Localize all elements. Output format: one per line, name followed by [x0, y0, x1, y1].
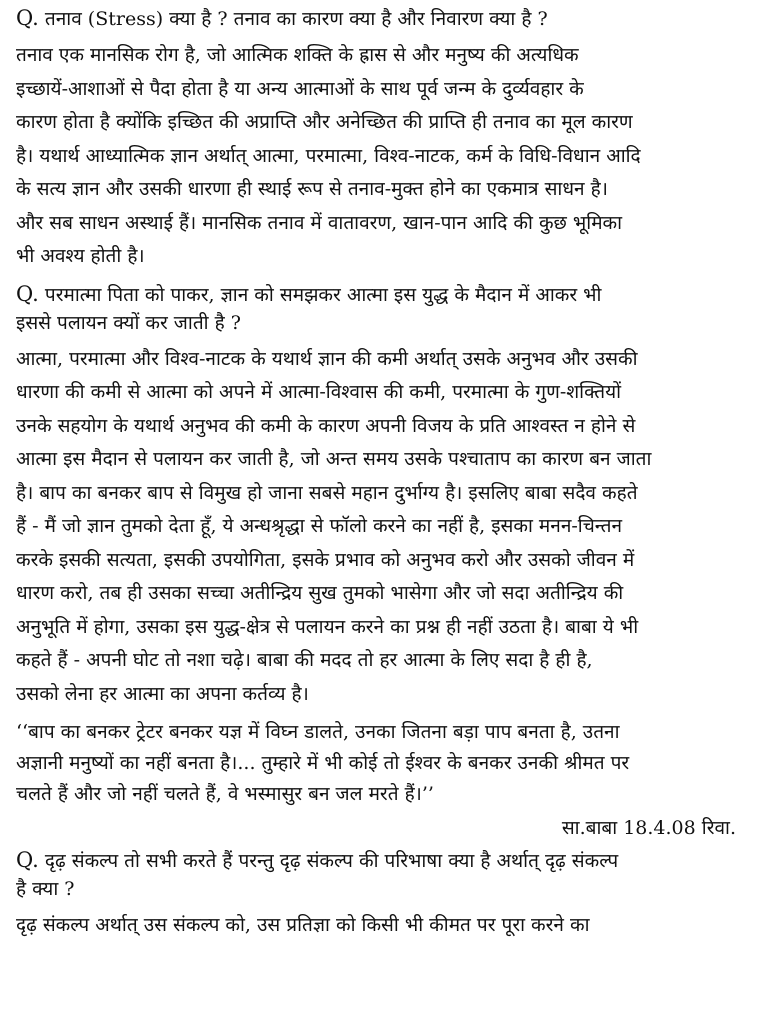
document-page: [16, 4, 736, 949]
question-text: तनाव (Stress) क्या है ? तनाव का कारण क्या है और निवारण क्या है ?: [44, 8, 548, 30]
answer-line: भी अवश्य होती है।: [16, 245, 145, 267]
answer-line: करके इसकी सत्यता, इसकी उपयोगिता, इसके प्रभाव को अनुभव करो और उसको जीवन में: [16, 548, 635, 571]
question-2: [16, 280, 736, 337]
answer-line: आत्मा, परमात्मा और विश्व-नाटक के यथार्थ ज्ञान की कमी अर्थात् उसके अनुभव और उसकी: [16, 347, 638, 370]
quote-line: अज्ञानी मनुष्यों का नहीं बनता है।... तुम्हारे में भी कोई तो ईश्वर के बनकर उनकी श्रीमत पर: [16, 752, 630, 774]
answer-line: कहते हैं - अपनी घोट तो नशा चढ़े। बाबा की मदद तो हर आत्मा के लिए सदा है ही है,: [16, 649, 593, 671]
answer-line: धारणा की कमी से आत्मा को अपने में आत्मा-विश्वास की कमी, परमात्मा के गुण-शक्तियों: [16, 381, 622, 403]
question-marker: Q.: [16, 281, 39, 306]
quote-line: चलते हैं और जो नहीं चलते हैं, वे भस्मासुर बन जल मरते हैं।’’: [16, 783, 434, 805]
answer-line: इच्छायें-आशाओं से पैदा होता है या अन्य आत्माओं के साथ पूर्व जन्म के दुर्व्यवहार के: [16, 77, 584, 100]
question-marker: Q.: [16, 848, 39, 872]
question-marker: Q.: [16, 6, 39, 30]
question-text: परमात्मा पिता को पाकर, ज्ञान को समझकर आत्मा इस युद्ध के मैदान में आकर भी: [44, 283, 602, 306]
answer-line: धारण करो, तब ही उसका सच्चा अतीन्द्रिय सुख तुमको भासेगा और जो सदा अतीन्द्रिय की: [16, 582, 624, 604]
question-1: [16, 4, 736, 33]
quote-block: [16, 717, 736, 810]
answer-line: दृढ़ संकल्प अर्थात् उस संकल्प को, उस प्रतिज्ञा को किसी भी कीमत पर पूरा करने का: [16, 914, 590, 936]
question-text: इससे पलायन क्यों कर जाती है ?: [16, 311, 241, 334]
answer-line: आत्मा इस मैदान से पलायन कर जाती है, जो अन्त समय उसके पश्चाताप का कारण बन जाता: [16, 448, 652, 470]
answer-line: है। बाप का बनकर बाप से विमुख हो जाना सबसे महान दुर्भाग्य है। इसलिए बाबा सदैव कहते: [16, 481, 638, 504]
answer-line: अनुभूति में होगा, उसका इस युद्ध-क्षेत्र से पलायन करने का प्रश्न ही नहीं उठता है। बाबा ये भी: [16, 615, 639, 638]
answer-3: [16, 909, 736, 943]
answer-2: [16, 343, 736, 712]
answer-line: उसको लेना हर आत्मा का अपना कर्तव्य है।: [16, 682, 309, 705]
answer-line: उनके सहयोग के यथार्थ अनुभव की कमी के कारण अपनी विजय के प्रति आश्वस्त न होने से: [16, 414, 636, 437]
question-3: [16, 846, 736, 903]
answer-line: तनाव एक मानसिक रोग है, जो आत्मिक शक्ति के ह्रास से और मनुष्य की अत्यधिक: [16, 44, 579, 66]
quote-line: ‘‘बाप का बनकर ट्रेटर बनकर यज्ञ में विघ्न डालते, उनका जितना बड़ा पाप बनता है, उतना: [16, 721, 620, 743]
answer-line: कारण होता है क्योंकि इच्छित की अप्राप्ति और अनेच्छित की प्राप्ति ही तनाव का मूल कारण: [16, 111, 633, 133]
quote-citation: सा.बाबा 18.4.08 रिवा.: [561, 817, 736, 839]
answer-line: के सत्य ज्ञान और उसकी धारणा ही स्थाई रूप से तनाव-मुक्त होने का एकमात्र साधन है।: [16, 178, 608, 200]
answer-line: और सब साधन अस्थाई हैं। मानसिक तनाव में वातावरण, खान-पान आदि की कुछ भूमिका: [16, 211, 623, 234]
answer-1: [16, 39, 736, 274]
answer-line: हैं - मैं जो ज्ञान तुमको देता हूँ, ये अन्धश्रृद्धा से फॉलो करने का नहीं है, इसका मनन-चिन्तन: [16, 515, 623, 537]
question-text: है क्या ?: [16, 878, 75, 900]
question-text: दृढ़ संकल्प तो सभी करते हैं परन्तु दृढ़ संकल्प की परिभाषा क्या है अर्थात् दृढ़ संकल्प: [44, 850, 619, 872]
answer-line: है। यथार्थ आध्यात्मिक ज्ञान अर्थात् आत्मा, परमात्मा, विश्व-नाटक, कर्म के विधि-विधान आदि: [16, 144, 641, 167]
